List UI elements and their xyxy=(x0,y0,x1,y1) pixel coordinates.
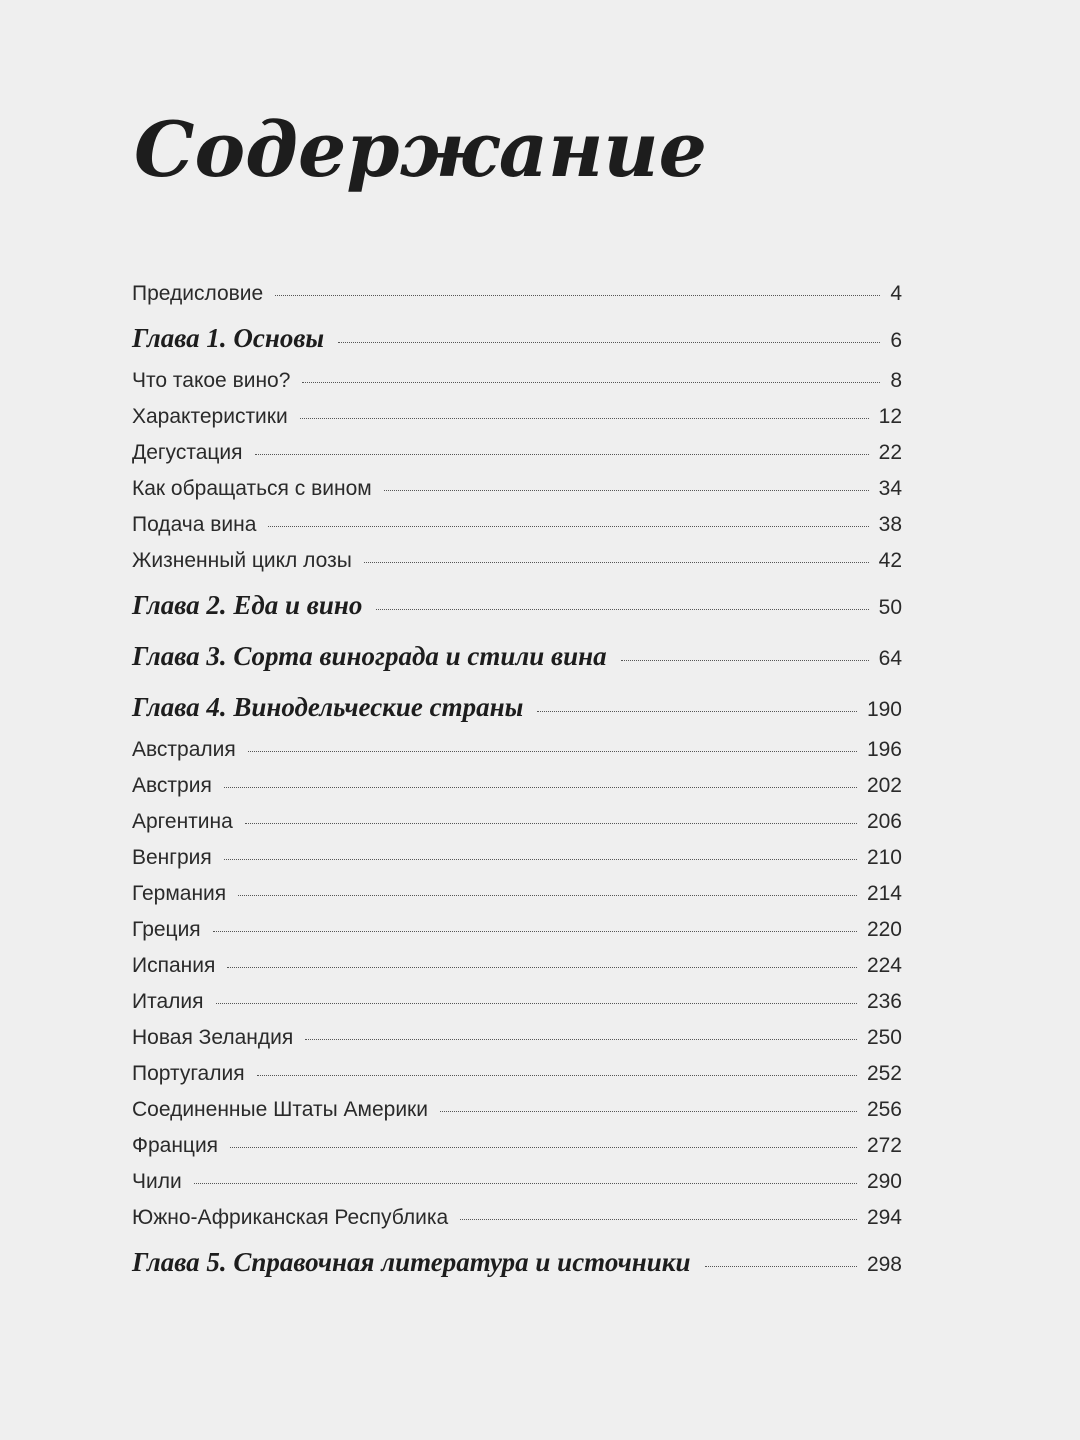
toc-entry-row xyxy=(132,1099,902,1120)
entry-title: Как обращаться с вином xyxy=(132,477,372,500)
entry-title: Жизненный цикл лозы xyxy=(132,549,352,572)
dot-leader xyxy=(376,609,868,610)
page-title: Содержание xyxy=(134,105,708,194)
chapter-title: Глава 5. Справочная литература и источники xyxy=(132,1247,691,1277)
page-number: 250 xyxy=(866,1026,902,1049)
page-number: 196 xyxy=(866,738,902,761)
dot-leader xyxy=(364,562,869,563)
dot-leader xyxy=(705,1266,857,1267)
dot-leader xyxy=(268,526,868,527)
page-number: 12 xyxy=(878,405,902,428)
entry-title: Подача вина xyxy=(132,513,257,536)
dot-leader xyxy=(302,382,880,383)
page-number: 236 xyxy=(866,990,902,1013)
entry-title: Южно-Африканская Республика xyxy=(132,1206,449,1229)
dot-leader xyxy=(248,751,857,752)
page-number: 294 xyxy=(866,1206,902,1229)
dot-leader xyxy=(245,823,857,824)
entry-title: Австралия xyxy=(132,738,236,761)
toc-chapter-row xyxy=(132,1249,902,1278)
dot-leader xyxy=(460,1219,857,1220)
page-number: 214 xyxy=(866,882,902,905)
dot-leader xyxy=(300,418,869,419)
entry-title: Венгрия xyxy=(132,846,212,869)
page-number: 50 xyxy=(878,596,902,619)
toc-entry-row xyxy=(132,370,902,391)
dot-leader xyxy=(227,967,857,968)
toc-entry-row xyxy=(132,883,902,904)
toc-entry-row xyxy=(132,550,902,571)
page-number: 272 xyxy=(866,1134,902,1157)
toc-entry-row xyxy=(132,991,902,1012)
toc-entry-row xyxy=(132,1135,902,1156)
entry-title: Соединенные Штаты Америки xyxy=(132,1098,428,1121)
page-number: 4 xyxy=(890,282,902,305)
toc-entry-row xyxy=(132,775,902,796)
toc-entry-row xyxy=(132,283,902,304)
toc-chapter-row xyxy=(132,694,902,723)
page-number: 206 xyxy=(866,810,902,833)
chapter-title: Глава 2. Еда и вино xyxy=(132,590,363,620)
page-number: 8 xyxy=(890,369,902,392)
toc-chapter-row xyxy=(132,325,902,354)
dot-leader xyxy=(384,490,869,491)
entry-title: Чили xyxy=(132,1170,182,1193)
dot-leader xyxy=(238,895,857,896)
toc-entry-row xyxy=(132,406,902,427)
page-number: 6 xyxy=(890,329,902,352)
dot-leader xyxy=(224,787,857,788)
entry-title: Португалия xyxy=(132,1062,245,1085)
dot-leader xyxy=(213,931,857,932)
entry-title: Испания xyxy=(132,954,216,977)
dot-leader xyxy=(621,660,869,661)
entry-title: Германия xyxy=(132,882,227,905)
page-number: 38 xyxy=(878,513,902,536)
entry-title: Характеристики xyxy=(132,405,288,428)
entry-title: Новая Зеландия xyxy=(132,1026,294,1049)
toc-entry-row xyxy=(132,955,902,976)
chapter-title: Глава 3. Сорта винограда и стили вина xyxy=(132,641,607,671)
dot-leader xyxy=(216,1003,857,1004)
toc-entry-row xyxy=(132,442,902,463)
entry-title: Дегустация xyxy=(132,441,243,464)
page-number: 210 xyxy=(866,846,902,869)
entry-title: Предисловие xyxy=(132,282,264,305)
page-number: 202 xyxy=(866,774,902,797)
toc-entry-row xyxy=(132,1027,902,1048)
chapter-title: Глава 4. Винодельческие страны xyxy=(132,692,524,722)
page-number: 290 xyxy=(866,1170,902,1193)
page-number: 256 xyxy=(866,1098,902,1121)
toc-entry-row xyxy=(132,1207,902,1228)
page-number: 64 xyxy=(878,647,902,670)
page-number: 34 xyxy=(878,477,902,500)
toc-chapter-row xyxy=(132,592,902,621)
toc-entry-row xyxy=(132,514,902,535)
toc-entry-row xyxy=(132,811,902,832)
entry-title: Австрия xyxy=(132,774,212,797)
toc-entry-row xyxy=(132,1063,902,1084)
dot-leader xyxy=(305,1039,857,1040)
dot-leader xyxy=(224,859,857,860)
page-number: 224 xyxy=(866,954,902,977)
page-number: 298 xyxy=(866,1253,902,1276)
entry-title: Франция xyxy=(132,1134,219,1157)
toc-entry-row xyxy=(132,1171,902,1192)
toc-entry-row xyxy=(132,739,902,760)
chapter-title: Глава 1. Основы xyxy=(132,323,325,353)
entry-title: Аргентина xyxy=(132,810,233,833)
toc-entry-row xyxy=(132,919,902,940)
dot-leader xyxy=(537,711,857,712)
entry-title: Что такое вино? xyxy=(132,369,291,392)
page-number: 252 xyxy=(866,1062,902,1085)
dot-leader xyxy=(255,454,869,455)
toc-entry-row xyxy=(132,847,902,868)
toc-chapter-row xyxy=(132,643,902,672)
dot-leader xyxy=(440,1111,857,1112)
dot-leader xyxy=(194,1183,857,1184)
dot-leader xyxy=(257,1075,857,1076)
toc-entry-row xyxy=(132,478,902,499)
dot-leader xyxy=(230,1147,857,1148)
entry-title: Италия xyxy=(132,990,204,1013)
page-number: 22 xyxy=(878,441,902,464)
page-number: 190 xyxy=(866,698,902,721)
page-number: 220 xyxy=(866,918,902,941)
dot-leader xyxy=(275,295,880,296)
dot-leader xyxy=(338,342,880,343)
entry-title: Греция xyxy=(132,918,201,941)
page-number: 42 xyxy=(878,549,902,572)
